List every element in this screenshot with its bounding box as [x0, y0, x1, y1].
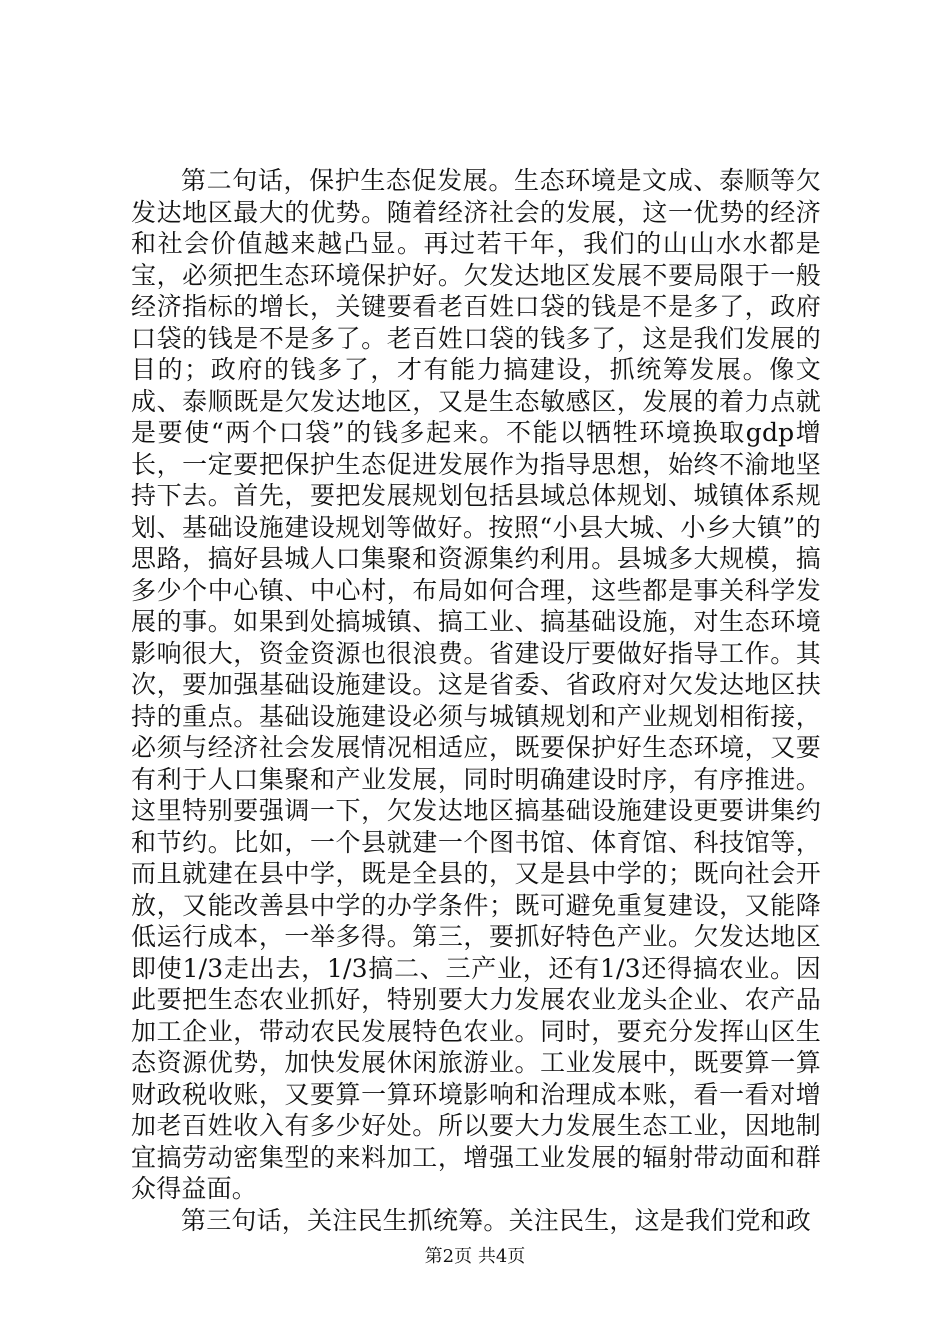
paragraph-2: 第三句话，关注民生抓统筹。关注民生，这是我们党和政: [181, 1205, 812, 1235]
paragraph-1: 第二句话，保护生态促发展。生态环境是文成、泰顺等欠发达地区最大的优势。随着经济社会的发展，这一优势的经济和社会价值越来越凸显。再过若干年，我们的山山水水都是宝，必须把生态环境保护好。欠发达地区发展不要局限于一般经济指标的增长，关键要看老百姓口袋的钱是不是多了，政府口袋的钱是不是多了。老百姓口袋的钱多了，这是我们发展的目的；政府的钱多了，才有能力搞建设，抓统筹发展。像文成、泰顺既是欠发达地区，又是生态敏感区，发展的着力点就是要使“两个口袋”的钱多起来。不能以牺牲环境换取gdp增长，一定要把保护生态促进发展作为指导思想，始终不渝地坚持下去。首先，要把发展规划包括县域总体规划、城镇体系规划、基础设施建设规划等做好。按照“小县大城、小乡大镇”的思路，搞好县城人口集聚和资源集约利用。县城多大规模，搞多少个中心镇、中心村，布局如何合理，这些都是事关科学发展的事。如果到处搞城镇、搞工业、搞基础设施，对生态环境影响很大，资金资源也很浪费。省建设厅要做好指导工作。其次，要加强基础设施建设。这是省委、省政府对欠发达地区扶持的重点。基础设施建设必须与城镇规划和产业规划相衔接，必须与经济社会发展情况相适应，既要保护好生态环境，又要有利于人口集聚和产业发展，同时明确建设时序，有序推进。这里特别要强调一下，欠发达地区搞基础设施建设更要讲集约和节约。比如，一个县就建一个图书馆、体育馆、科技馆等，而且就建在县中学，既是全县的，又是县中学的；既向社会开放，又能改善县中学的办学条件；既可避免重复建设，又能降低运行成本，一举多得。第三，要抓好特色产业。欠发达地区即使1/3走出去，1/3搞二、三产业，还有1/3还得搞农业。因此要把生态农业抓好，特别要大力发展农业龙头企业、农产品加工企业，带动农民发展特色农业。同时，要充分发挥山区生态资源优势，加快发展休闲旅游业。工业发展中，既要算一算财政税收账，又要算一算环境影响和治理成本账，看一看对增加老百姓收入有多少好处。所以要大力发展生态工业，因地制宜搞劳动密集型的来料加工，增强工业发展的辐射带动面和群众得益面。: [131, 166, 821, 1203]
page-footer: 第2页 共4页: [424, 1246, 526, 1267]
document-body: [131, 165, 821, 1236]
